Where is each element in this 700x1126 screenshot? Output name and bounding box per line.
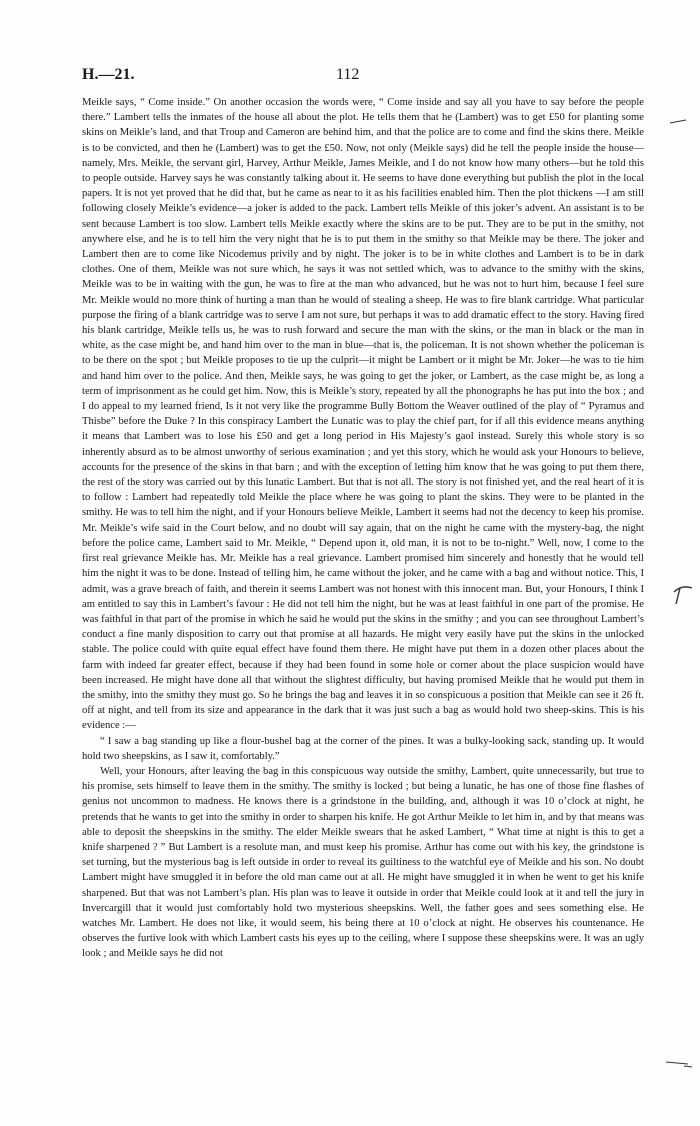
margin-tick-mark-top (668, 116, 688, 130)
paragraph-main: Meikle says, “ Come inside.” On another occasion the words were, “ Come inside and say all you have to say before the people there.” Lambert tells the inmates of the house all about the plot. He tells them that he (Lambert) was to get £50 for planting some skins on Meikle’s land, and that Troup and Cameron are behind him, and that the police are to come and find the skins there. Meikle is to be convicted, and then he (Lambert) was to get the £50. Now, not only (Meikle says) did he tell the people inside the house—namely, Mrs. Meikle, the servant girl, Harvey, Arthur Meikle, James Meikle, and I do not know how many others—but he told this to people outside. Harvey says he was constantly talking about it. He seems to have done everything but publish the plot in the local papers. It is not yet proved that he did that, but he came as near to it as his facilities enabled him. Then the plot thickens —I am still following closely Meikle’s evidence—a joker is added to the pack. Lambert tells Meikle of this joker’s advent. An assistant is to be sent because Lambert is too slow. Lambert tells Meikle exactly where the skins are to be put. They are to be put in the smithy, not anywhere else, and he is to tell him the very night that he is to put them in the smithy so that Meikle may be there. The joker and Lambert then are to come like Nicodemus privily and by night. The joker is to be in white clothes and Lambert is to be in dark clothes. One of them, Meikle was not sure which, he says it was not settled which, was to advance to the smithy with the skins, Meikle was to be in waiting with the gun, he was to fire at the man who advanced, but he was not to hurt him, because I feel sure Mr. Meikle would no more think of hurting a man than he would of stealing a sheep. He was to fire blank cartridge. What particular purpose the firing of a blank cartridge was to serve I am not sure, but perhaps it was to add dramatic effect to the story. Having fired his blank cartridge, Meikle tells us, he was to rush forward and secure the man with the skins, or the man in black or the man in white, as the case might be, and hand him over to the man in blue—that is, the policeman. It is not shown whether the policeman is to be there on the spot ; but Meikle proposes to tie up the culprit—it might be Lambert or it might be Mr. Joker—he was to tie him and hand him over to the police. And then, Meikle says, he was going to get the joker, or Lambert, as the case might be, as long a term of imprisonment as he could get him. Now, this is Meikle’s story, repeated by all the phonographs he has put into the box ; and I do appeal to my learned friend, Is it not very like the programme Bully Bottom the Weaver outlined of the play of “ Pyramus and Thisbe” before the Duke ? In this conspiracy Lambert the Lunatic was to play the chief part, for if all this evidence means anything it means that Lambert was to lose his £50 and get a long period in His Majesty’s gaol instead. Surely this whole story is so inherently absurd as to be almost unworthy of serious examination ; and yet this story, which he would ask your Honours to believe, accounts for the presence of the skins in that barn ; and with the exception of letting him know that he was going to put them there, the rest of the story was carried out by this lunatic Lambert. But that is not all. The story is not finished yet, and the real heart of it is to follow : Lambert had repeatedly told Meikle the place where he was going to plant the skins. They were to be planted in the smithy. He was to tell him the night, and if your Honours believe Meikle, Lambert it seems had not the decency to keep his promise. Mr. Meikle’s wife said in the Court below, and no doubt will say again, that on the night he came with the mystery-bag, the night before the police came, Lambert said to Mr. Meikle, “ Depend upon it, old man, it is not to be to-night.” Well, now, I come to the first real grievance Meikle has. Mr. Meikle has a real grievance. Lambert promised him sincerely and honestly that he would tell him the night it was to be done. Instead of telling him, he came without the joker, and he came with a bag and without notice. This, I admit, was a grave breach of faith, and therein it seems Lambert was not honest with this innocent man. But, your Honours, I think I am entitled to say this in Lambert’s favour : He did not tell him the night, but he was at least faithful in one part of the promise. He was faithful in that part of the promise in which he said he would put the skins in the smithy ; and you can see throughout Lambert’s conduct a fine manly disposition to carry out that promise at all hazards. He might very easily have put the skins in the unlocked stable. The police could with quite equal effect have found them there. He might have put them in a dozen other places about the farm with indeed far greater effect, because if they had been found in some hole or corner about the place suspicion would have been increased. He might have done all that without the slightest difficulty, but having promised Meikle that he would put them in the smithy, into the smithy they must go. So he brings the bag and leaves it in so conspicuous a position that Meikle can see it 26 ft. off at night, and tell from its size and appearance in the dark that it was just such a bag as would hold two sheep-skins. This is his evidence :— (82, 97, 644, 732)
page-reference: H.—21. (82, 66, 135, 83)
margin-hook-mark (672, 582, 694, 610)
page-number: 112 (336, 66, 360, 83)
page-header (82, 66, 642, 88)
body-text (82, 95, 644, 962)
margin-tick-mark-bottom (664, 1058, 694, 1070)
paragraph-continuation: Well, your Honours, after leaving the bag in this conspicuous way outside the smithy, Lambert, quite unnecessarily, but true to his promise, sets himself to leave them in the smithy. The smithy is locked ; but being a lunatic, he has one of those fine flashes of genius not uncommon to madness. He knows there is a grindstone in the building, and, although it was 10 o’clock at night, he pretends that he wants to get into the smithy in order to sharpen his knife. He got Arthur Meikle to let him in, and by that means was able to deposit the sheepskins in the smithy. The elder Meikle swears that he asked Lambert, “ What time at night is this to get a knife sharpened ? ” But Lambert is a resolute man, and must keep his promise. Arthur has come out with his key, the grindstone is set turning, but the mysterious bag is left outside in order to reveal its guiltiness to the watchful eye of Meikle and his son. No doubt Lambert might have smuggled it in before the old man came out at all. He might have smuggled it in when he went to get his knife sharpened. But that was not Lambert’s plan. His plan was to leave it outside in order that Meikle could look at it and tell the jury in Invercargill that it would just comfortably hold two mysterious sheepskins. Well, the father goes and sees something else. He watches Mr. Lambert. He does not like, it would seem, his being there at 10 o’clock at night. He observes his countenance. He observes the furtive look with which Lambert casts his eyes up to the ceiling, where I suppose these sheepskins were. It was an ugly look ; and Meikle says he did not (82, 765, 644, 960)
paragraph-quotation: “ I saw a bag standing up like a flour-bushel bag at the corner of the pines. It was a bulky-looking sack, standing up. It would hold two sheepskins, as I saw it, comfortably.” (82, 735, 644, 762)
